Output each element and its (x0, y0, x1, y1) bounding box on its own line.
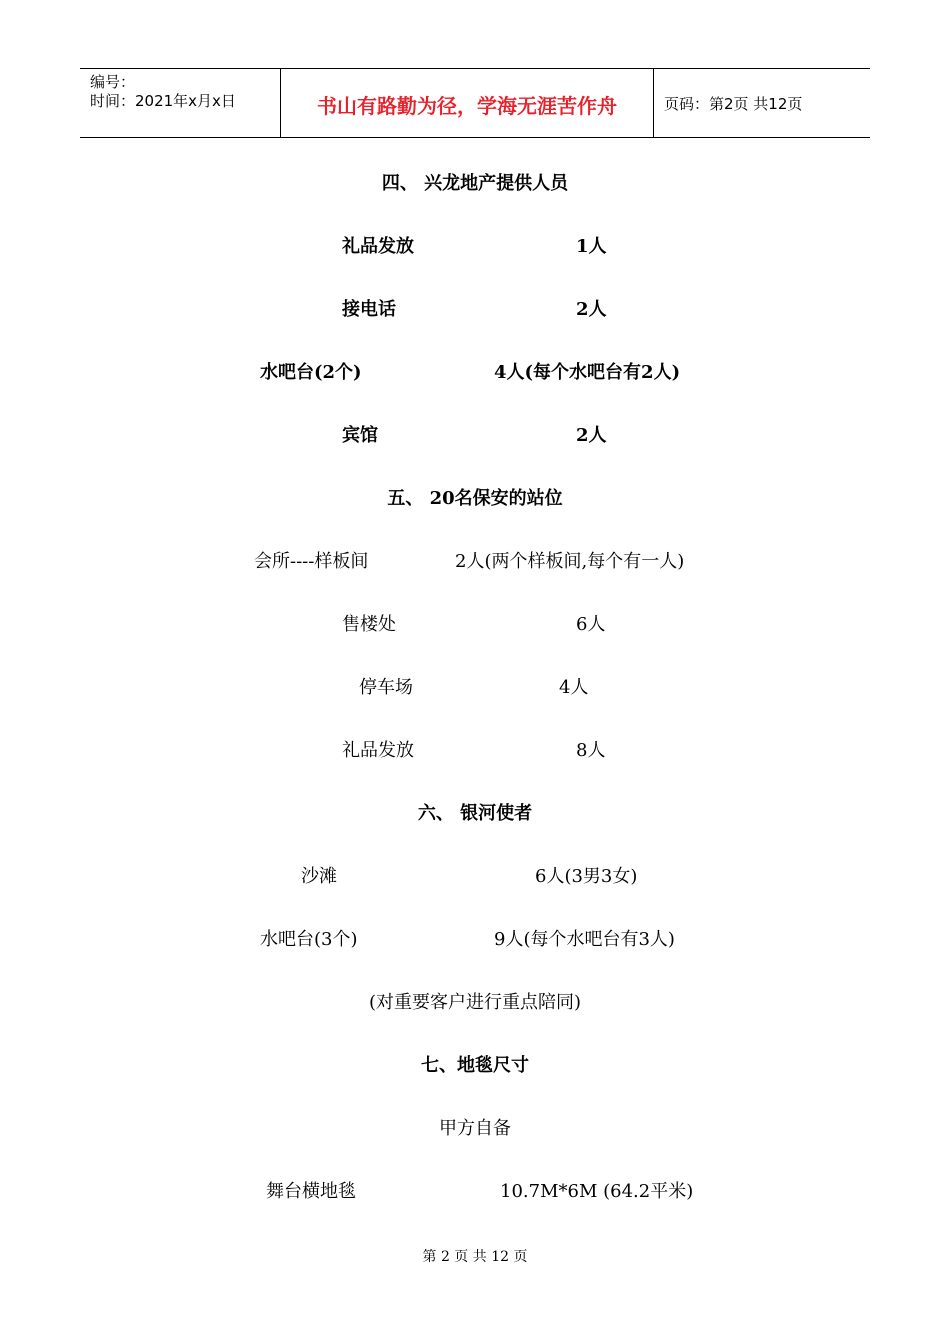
row-value: 2人(两个样板间,每个有一人) (455, 551, 685, 572)
row-value: 8人 (576, 740, 606, 761)
row-item: 礼品发放 (342, 236, 414, 257)
row-item: 礼品发放 (342, 740, 414, 761)
serial-label: 编号： (90, 73, 136, 91)
row-item: 沙滩 (301, 866, 337, 887)
section-heading: 七、地毯尺寸 (421, 1055, 529, 1076)
row-item: 接电话 (342, 299, 396, 320)
row-item: 水吧台(2个) (260, 362, 362, 383)
row-item: 会所----样板间 (254, 551, 369, 572)
row-value: 6人(3男3女) (535, 866, 638, 887)
row-value: 10.7M*6M (64.2平米) (500, 1181, 694, 1202)
header-page-cell (654, 69, 870, 137)
row-item: 售楼处 (342, 614, 396, 635)
page-footer: 第 2 页 共 12 页 (422, 1249, 528, 1265)
section-heading: 六、 银河使者 (417, 803, 533, 824)
row-item: 宾馆 (342, 425, 378, 446)
date-label: 时间：2021年x月x日 (90, 92, 236, 110)
section-heading: 五、 20名保安的站位 (387, 488, 563, 509)
motto: 书山有路勤为径，学海无涯苦作舟 (317, 94, 617, 118)
row-value: 2人 (576, 425, 607, 446)
section-note: (对重要客户进行重点陪同) (368, 992, 582, 1013)
page-header (80, 68, 870, 138)
header-meta-cell (80, 69, 281, 137)
row-value: 4人(每个水吧台有2人) (494, 362, 681, 383)
row-item: 水吧台(3个) (260, 929, 358, 950)
row-value: 2人 (576, 299, 607, 320)
row-item: 舞台横地毯 (266, 1181, 356, 1202)
section-heading: 四、 兴龙地产提供人员 (381, 173, 569, 194)
row-value: 9人(每个水吧台有3人) (494, 929, 675, 950)
header-motto-cell (281, 69, 654, 137)
page-info: 页码：第2页 共12页 (664, 95, 803, 113)
row-value: 6人 (576, 614, 606, 635)
row-value: 1人 (576, 236, 607, 257)
row-item: 停车场 (359, 677, 413, 698)
section-subheading: 甲方自备 (439, 1118, 511, 1139)
row-value: 4人 (559, 677, 589, 698)
